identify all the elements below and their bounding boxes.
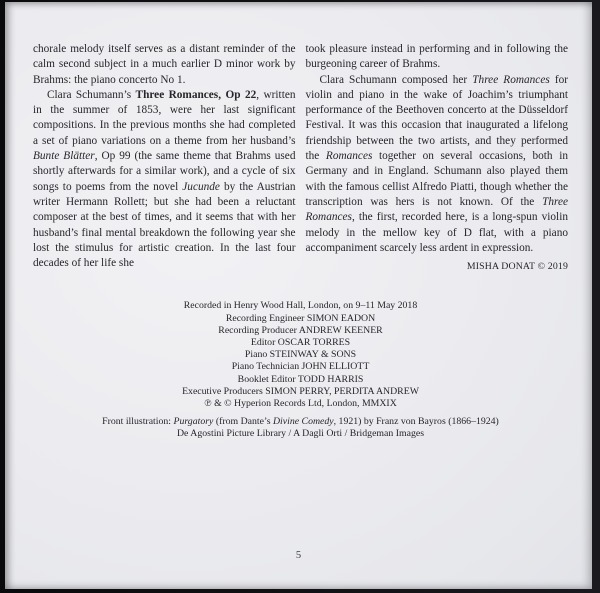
- credits-line-copyright: ℗ & © Hyperion Records Ltd, London, MMXIX: [204, 398, 397, 410]
- illustration-credit-line-2: De Agostini Picture Library / A Dagli Orti / Bridgeman Images: [176, 428, 425, 440]
- credits-line-producer: Recording Producer ANDREW KEENER: [218, 324, 383, 336]
- credits-line-technician: Piano Technician JOHN ELLIOTT: [231, 361, 370, 373]
- credits-line-editor: Editor OSCAR TORRES: [250, 337, 351, 349]
- right-column: [306, 42, 569, 274]
- credits-line-executive-producers: Executive Producers SIMON PERRY, PERDITA ANDREW: [182, 385, 419, 397]
- left-column: [33, 42, 296, 274]
- right-paragraph-2: Clara Schumann composed her Three Romances for violin and piano in the wake of Joachim’s triumphant performance of the Beethoven concerto at the Düsseldorf Festival. It was this occasion that inaugurated a lifelong friendship between the two artists, and they performed the Romances together on several occasions, both in Germany and in England. Schumann also played them with the famous cellist Alfredo Piatti, though whether the transcription was hers is not known. Of the Three Romances, the first, recorded here, is a long-spun violin melody in the mellow key of D flat, with a piano accompaniment scarcely less ardent in expression.: [305, 73, 568, 254]
- page-content: [5, 2, 592, 589]
- left-paragraph-1: chorale melody itself serves as a distant reminder of the calm second subject in a much earlier D minor work by Brahms: the piano concerto No 1.: [33, 43, 296, 86]
- right-paragraph-1: took pleasure instead in performing and in following the burgeoning career of Brahms.: [305, 43, 568, 71]
- booklet-page: [5, 2, 592, 589]
- two-column-text: [33, 42, 568, 274]
- credits-line-piano: Piano STEINWAY & SONS: [244, 349, 357, 361]
- recording-credits: [33, 300, 568, 410]
- author-byline: MISHA DONAT © 2019: [466, 261, 568, 273]
- front-illustration-credit: [33, 416, 568, 440]
- page-number: 5: [295, 550, 302, 561]
- credits-line-recorded: Recorded in Henry Wood Hall, London, on 9–11 May 2018: [183, 300, 418, 312]
- credits-line-booklet-editor: Booklet Editor TODD HARRIS: [237, 373, 364, 385]
- credits-line-engineer: Recording Engineer SIMON EADON: [225, 312, 376, 324]
- left-paragraph-2: Clara Schumann’s Three Romances, Op 22, written in the summer of 1853, were her last significant compositions. In the previous months she had completed a set of piano variations on a theme from her husband’s Bunte Blätter, Op 99 (the same theme that Brahms used shortly afterwards for a similar work), and a cycle of six songs to poems from the novel Jucunde by the Austrian writer Hermann Rollett; but she had been a reluctant composer at the best of times, and it seems that with her husband’s final mental breakdown the following year she lost the stimulus for artistic creation. In the last four decades of her life she: [33, 88, 296, 270]
- illustration-credit-line-1: Front illustration: Purgatory (from Dante’s Divine Comedy, 1921) by Franz von Bayros (1866–1924): [102, 416, 499, 428]
